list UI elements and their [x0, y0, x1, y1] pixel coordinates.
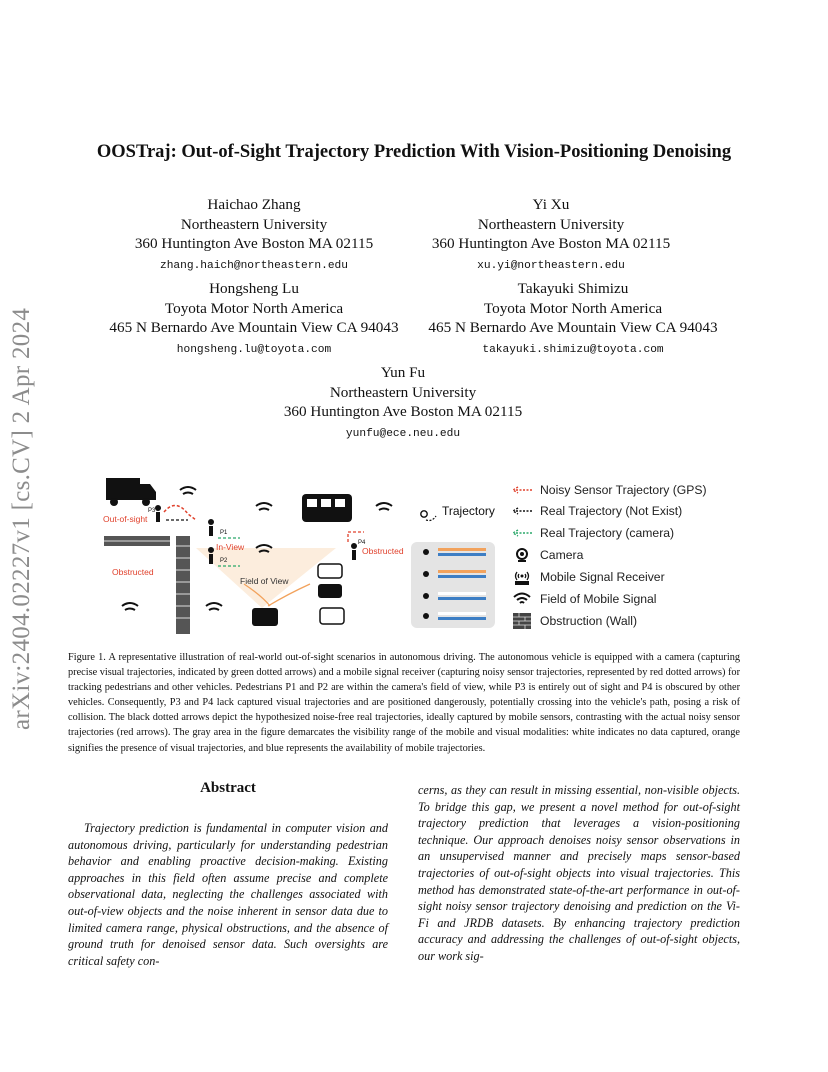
legend-item-receiver — [508, 567, 665, 587]
author-block-1 — [104, 195, 404, 276]
author-block-3 — [64, 279, 444, 360]
author-block-5 — [253, 363, 553, 444]
author-email[interactable]: zhang.haich@northeastern.edu — [160, 259, 348, 272]
author-block-2 — [401, 195, 701, 276]
legend-label: Obstruction (Wall) — [540, 614, 638, 628]
legend-item-real-camera — [508, 523, 674, 543]
label-in-view: In-View — [216, 542, 245, 552]
author-address: 465 N Bernardo Ave Mountain View CA 94043 — [109, 319, 399, 336]
label-trajectory: Trajectory — [442, 504, 495, 518]
label-out-of-sight: Out-of-sight — [103, 514, 148, 524]
abstract-left-column: Trajectory prediction is fundamental in computer vision and autonomous driving, particularly for understanding pedestrian behavior and enabling proactive decision-making. Existing approaches in this field often assume precise and complete observational data, neglecting the challenges associated with out-of-view objects and the noise inherent in sensor data due to limited camera range, physical obstructions, and the absence of ground truth for denoised sensor data. Such oversights are critical safety con- — [68, 821, 388, 968]
label-obstructed-right: Obstructed — [362, 546, 404, 556]
wifi-icon — [508, 592, 536, 606]
legend-item-wall — [508, 611, 637, 631]
author-email[interactable]: xu.yi@northeastern.edu — [477, 259, 625, 272]
wall-icon — [508, 613, 536, 629]
noisy-trajectory-arrow — [164, 505, 196, 520]
signal-receiver-icon — [508, 569, 536, 585]
black-dotted-arrow-icon — [508, 507, 536, 515]
abstract-heading: Abstract — [200, 780, 256, 796]
author-name: Yi Xu — [532, 196, 570, 213]
legend-item-camera — [508, 545, 583, 565]
legend-label: Noisy Sensor Trajectory (GPS) — [540, 483, 707, 497]
author-org: Northeastern University — [477, 215, 625, 233]
author-name: Haichao Zhang — [207, 196, 301, 213]
truck-icon — [106, 478, 156, 506]
label-field-of-view: Field of View — [240, 576, 289, 586]
author-address: 465 N Bernardo Ave Mountain View CA 94043 — [428, 319, 718, 336]
paper-title: OOSTraj: Out-of-Sight Trajectory Prediction With Vision-Positioning Denoising — [96, 142, 732, 162]
author-address: 360 Huntington Ave Boston MA 02115 — [134, 235, 374, 252]
legend-label: Mobile Signal Receiver — [540, 570, 665, 584]
label-p1: P1 — [220, 530, 228, 536]
author-address: 360 Huntington Ave Boston MA 02115 — [431, 235, 671, 252]
label-p2: P2 — [220, 558, 228, 564]
author-block-4 — [408, 279, 738, 360]
author-email[interactable]: hongsheng.lu@toyota.com — [176, 343, 332, 356]
arxiv-stamp: arXiv:2404.02227v1 [cs.CV] 2 Apr 2024 — [8, 307, 35, 730]
author-org: Toyota Motor North America — [483, 299, 663, 317]
trajectory-marker-icon — [421, 511, 436, 521]
car-icon — [318, 564, 342, 578]
legend-label: Real Trajectory (camera) — [540, 526, 675, 540]
car-icon — [318, 584, 342, 598]
green-dotted-arrow-icon — [508, 529, 536, 537]
author-email[interactable]: yunfu@ece.neu.edu — [345, 427, 461, 440]
figure-caption: Figure 1. A representative illustration of real-world out-of-sight scenarios in autonomous driving. The autonomous vehicle is equipped with a camera (capturing precise visual trajectories, indicated by green dotted arrows) and a mobile signal receiver (capturing noisy sensor trajectories, represented by red dotted arrows) for tracking pedestrians and other vehicles. Pedestrians P1 and P2 are within the camera's field of view, while P3 is entirely out of sight and P4 is obscured by other vehicles. Consequently, P3 and P4 lack captured visual trajectories and are positioned dangerously, potentially crossing into the vehicle's path, posing a risk of collision. The black dotted arrows depict the hypothesized noise-free real trajectories, ideally captured by mobile sensors, contrasting with the actual noisy sensor trajectories (red arrows). The gray area in the figure demarcates the visibility range of the mobile and visual modalities: white indicates no data captured, orange signifies the presence of visual trajectories, and blue represents the availability of mobile trajectories. — [68, 652, 740, 754]
abstract-right-column: cerns, as they can result in missing essential, non-visible objects. To bridge this gap, we present a novel method for out-of-sight trajectory prediction that leverages a vision-positioning technique. Our approach denoises noisy sensor observations in an unsupervised manner and precisely maps sensor-based trajectories of out-of-sight objects into visual trajectories. This method has demonstrated state-of-the-art performance in out-of-sight noisy sensor trajectory denoising and prediction on the Vi-Fi and JRDB datasets. By enhancing trajectory prediction accuracy and addressing the challenges of out-of-sight objects, our work sig- — [418, 783, 740, 963]
author-name: Yun Fu — [380, 364, 426, 381]
label-obstructed-left: Obstructed — [112, 567, 154, 577]
label-p3: P3 — [148, 508, 156, 514]
legend-item-field — [508, 589, 657, 609]
legend-label: Real Trajectory (Not Exist) — [540, 504, 683, 518]
camera-icon — [508, 547, 536, 563]
legend-label: Field of Mobile Signal — [540, 592, 657, 606]
label-p4: P4 — [358, 540, 366, 546]
wall-obstruction — [104, 536, 190, 634]
author-org: Toyota Motor North America — [164, 299, 344, 317]
author-address: 360 Huntington Ave Boston MA 02115 — [283, 403, 523, 420]
legend-label: Camera — [540, 548, 584, 562]
author-name: Hongsheng Lu — [209, 280, 299, 297]
car-icon — [320, 608, 344, 624]
author-name: Takayuki Shimizu — [517, 280, 629, 297]
red-dotted-arrow-icon — [508, 486, 536, 494]
ego-vehicle-icon — [252, 608, 278, 626]
author-email[interactable]: takayuki.shimizu@toyota.com — [482, 343, 664, 356]
author-org: Northeastern University — [329, 383, 477, 401]
bus-icon — [302, 494, 352, 522]
legend-item-real-not-exist — [508, 501, 682, 521]
legend-item-noisy — [508, 480, 707, 500]
author-org: Northeastern University — [180, 215, 328, 233]
